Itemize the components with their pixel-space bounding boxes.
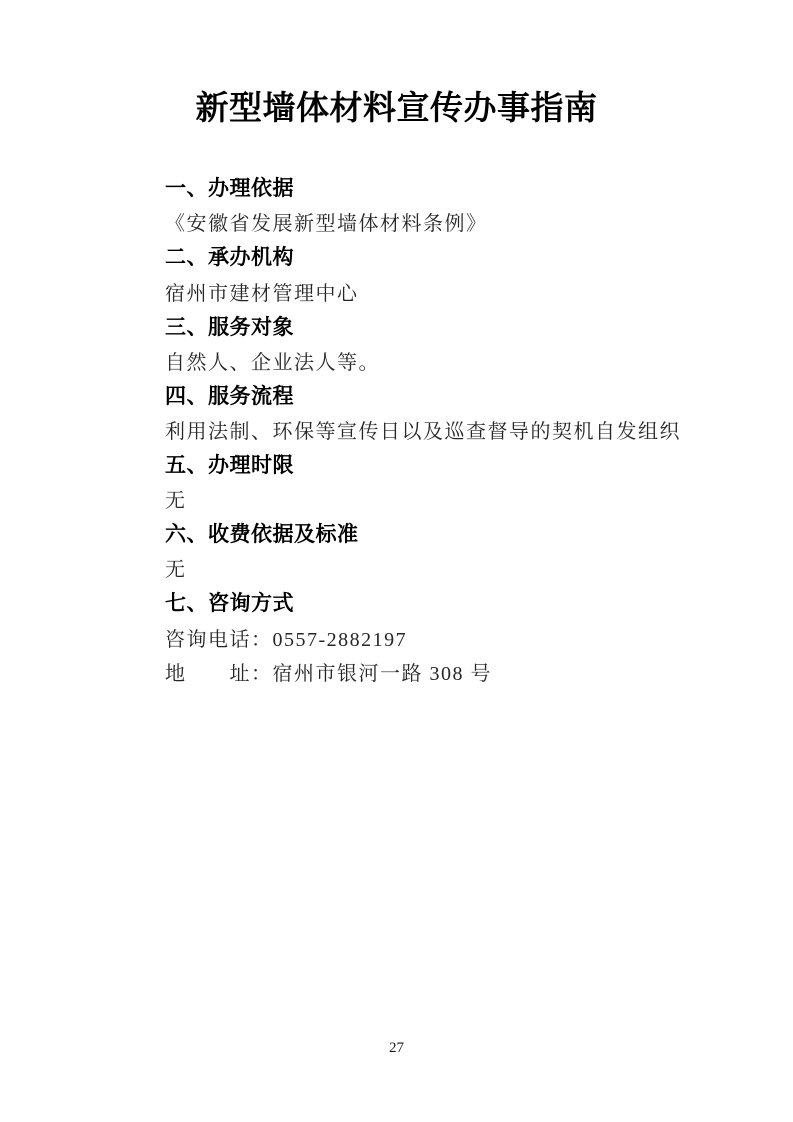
- section-4-body: 利用法制、环保等宣传日以及巡查督导的契机自发组织: [165, 420, 681, 443]
- document-body: [165, 170, 705, 689]
- section-6-heading: 六、收费依据及标准: [165, 523, 359, 547]
- section-4-heading: 四、服务流程: [165, 384, 294, 408]
- section-5-body: 无: [165, 490, 187, 513]
- section-5-heading: 五、办理时限: [165, 454, 294, 478]
- section-2-heading: 二、承办机构: [165, 246, 294, 270]
- page-number: 27: [389, 1040, 404, 1056]
- section-1-heading: 一、办理依据: [165, 177, 294, 201]
- contact-phone-line: 咨询电话：0557-2882197: [165, 628, 408, 651]
- section-6-body: 无: [165, 559, 187, 582]
- document-title: 新型墙体材料宣传办事指南: [195, 91, 598, 127]
- section-2-body: 宿州市建材管理中心: [165, 282, 359, 305]
- contact-address-line: 地 址：宿州市银河一路 308 号: [165, 663, 492, 686]
- section-1-body: 《安徽省发展新型墙体材料条例》: [165, 213, 488, 236]
- section-7-heading: 七、咨询方式: [165, 592, 294, 616]
- section-3-heading: 三、服务对象: [165, 315, 294, 339]
- section-3-body: 自然人、企业法人等。: [165, 351, 380, 374]
